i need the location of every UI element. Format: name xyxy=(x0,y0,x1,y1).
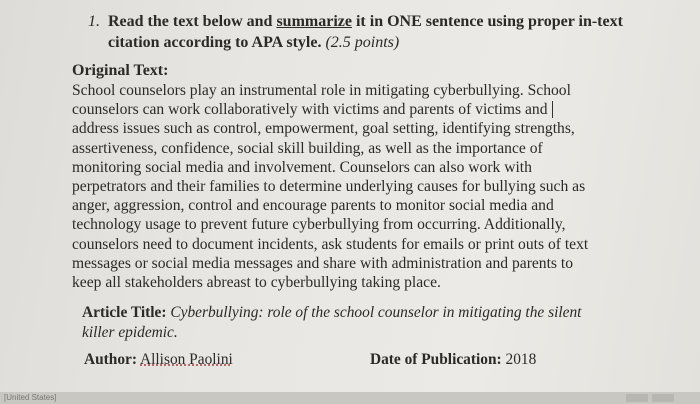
original-text-line: technology usage to prevent future cyberbullying from occurring. Additionally, xyxy=(72,216,566,234)
original-text-line: anger, aggression, control and encourage parents to monitor social media and xyxy=(72,197,554,215)
original-text-line: messages or social media messages and share with administration and parents to xyxy=(72,254,574,272)
author-name: Allison Paolini xyxy=(140,351,233,368)
original-text-line: counselors need to document incidents, ask students for emails or print outs of text xyxy=(72,235,589,253)
publication-date-line xyxy=(370,351,536,369)
author-label: Author: xyxy=(84,351,138,368)
original-text-line: assertiveness, confidence, social skill building, as well as the importance of xyxy=(72,139,543,157)
original-text-line: perpetrators and their families to determine underlying causes for bullying such as xyxy=(72,178,586,196)
original-text-line: monitoring social media and involvement. Counselors can also work with xyxy=(72,158,532,176)
article-title-value: Cyberbullying: role of the school counselor in mitigating the silent killer epidemic. xyxy=(82,304,582,341)
question-text-before: Read the text below and xyxy=(108,13,277,30)
article-title xyxy=(82,303,612,342)
original-text-line: School counselors play an instrumental role in mitigating cyberbullying. School xyxy=(72,82,571,99)
publication-date-label: Date of Publication: xyxy=(370,351,502,368)
question-points: (2.5 points) xyxy=(325,34,400,51)
question-text-after: it in ONE sentence using proper in-text citation according to APA style. xyxy=(108,13,623,51)
original-text-line: address issues such as control, empowerment, goal setting, identifying strengths, xyxy=(72,120,575,138)
question-number: 1. xyxy=(88,13,100,30)
status-bar xyxy=(0,392,700,404)
question-underlined-word: summarize xyxy=(276,13,352,30)
publication-date-value: 2018 xyxy=(505,351,537,368)
original-text-heading: Original Text: xyxy=(72,62,169,79)
text-cursor xyxy=(552,101,553,118)
original-text-line: keep all stakeholders abreast to cyberbullying taking place. xyxy=(72,274,441,292)
original-text-line: counselors can work collaboratively with victims and parents of victims and xyxy=(72,100,602,119)
author-line xyxy=(84,351,233,369)
view-button[interactable] xyxy=(626,394,648,402)
question-prompt xyxy=(108,11,628,53)
language-indicator[interactable]: [United States] xyxy=(4,393,57,402)
article-title-label: Article Title: xyxy=(82,304,167,321)
original-text-body xyxy=(72,81,602,292)
layout-button[interactable] xyxy=(652,394,674,402)
